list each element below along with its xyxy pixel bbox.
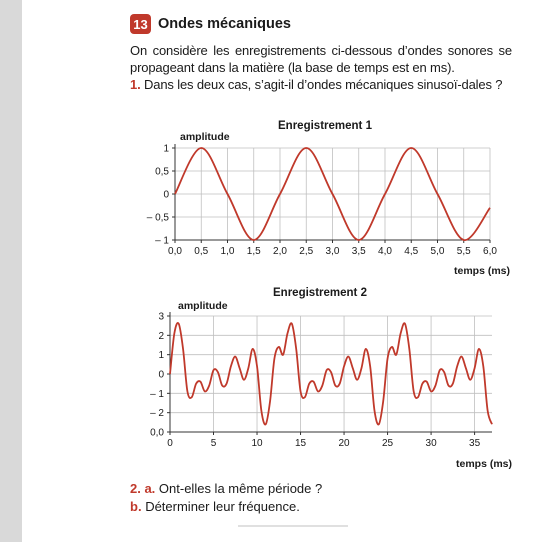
- chart-1-ylabel: amplitude: [180, 131, 230, 143]
- y-tick-label: – 1: [155, 235, 169, 247]
- y-tick-label: 1: [163, 143, 169, 155]
- exercise-header: [130, 14, 530, 34]
- question-1: [130, 76, 512, 93]
- exercise-block: [130, 10, 530, 93]
- y-tick-label: 1: [158, 350, 164, 362]
- x-tick-label: 2,0: [273, 246, 287, 257]
- x-tick-label: 0: [167, 438, 173, 449]
- x-tick-label: 15: [294, 438, 307, 449]
- x-tick-label: 2,5: [299, 246, 314, 257]
- x-tick-label: 1,0: [220, 246, 235, 257]
- question-2a-number: 2. a.: [130, 481, 156, 496]
- x-tick-label: 1,5: [246, 246, 261, 257]
- x-tick-label: 20: [338, 438, 350, 449]
- question-1-number: 1.: [130, 77, 141, 92]
- y-tick-label: – 1: [150, 388, 164, 400]
- y-tick-label: – 2: [150, 408, 164, 420]
- chart-2-ylabel: amplitude: [178, 300, 228, 312]
- x-tick-label: 0,5: [194, 246, 209, 257]
- y-tick-label: 0,5: [155, 166, 169, 178]
- question-2a: [130, 480, 530, 498]
- y-tick-label: 0: [158, 369, 164, 381]
- chart-enregistrement-1: [130, 112, 530, 284]
- exercise-intro: On considère les enregistrements ci-dessous d’ondes sonores se propageant dans la matière (la base de temps est en ms).: [130, 43, 512, 75]
- x-tick-label: 5,5: [456, 246, 471, 257]
- x-tick-label: 5,0: [430, 246, 445, 257]
- x-tick-label: 10: [251, 438, 263, 449]
- question-2b-number: b.: [130, 499, 142, 514]
- x-tick-label: 3,5: [351, 246, 366, 257]
- question-2b: [130, 498, 530, 516]
- y-tick-label: 2: [158, 330, 164, 342]
- question-2b-text: Déterminer leur fréquence.: [145, 499, 300, 514]
- x-tick-label: 35: [469, 438, 481, 449]
- y-tick-label: 0,0: [150, 427, 164, 439]
- y-tick-label: – 0,5: [146, 212, 169, 224]
- y-tick-label: 3: [158, 311, 164, 323]
- exercise-number-badge: 13: [130, 14, 151, 34]
- x-tick-label: 4,5: [404, 246, 419, 257]
- chart-1-xlabel: temps (ms): [453, 265, 510, 277]
- chart-2-title: Enregistrement 2: [273, 287, 367, 299]
- exercise-title: Ondes mécaniques: [158, 16, 291, 32]
- chart-1-title: Enregistrement 1: [278, 120, 372, 132]
- question-2-block: [130, 480, 530, 516]
- x-tick-label: 25: [382, 438, 394, 449]
- question-1-text: Dans les deux cas, s’agit-il d’ondes mécaniques sinusoï-dales ?: [144, 77, 503, 92]
- x-tick-label: 0,0: [168, 246, 182, 257]
- x-tick-label: 5: [210, 438, 217, 449]
- chart-enregistrement-2: [130, 286, 530, 476]
- x-tick-label: 3,0: [325, 246, 340, 257]
- x-tick-label: 30: [425, 438, 437, 449]
- question-2a-text: Ont-elles la même période ?: [158, 481, 323, 496]
- footer-divider: [238, 525, 348, 527]
- x-tick-label: 4,0: [378, 246, 392, 257]
- x-tick-label: 6,0: [483, 246, 497, 257]
- y-tick-label: 0: [163, 189, 169, 201]
- chart-2-xlabel: temps (ms): [455, 458, 512, 470]
- page-margin-strip: [0, 0, 22, 542]
